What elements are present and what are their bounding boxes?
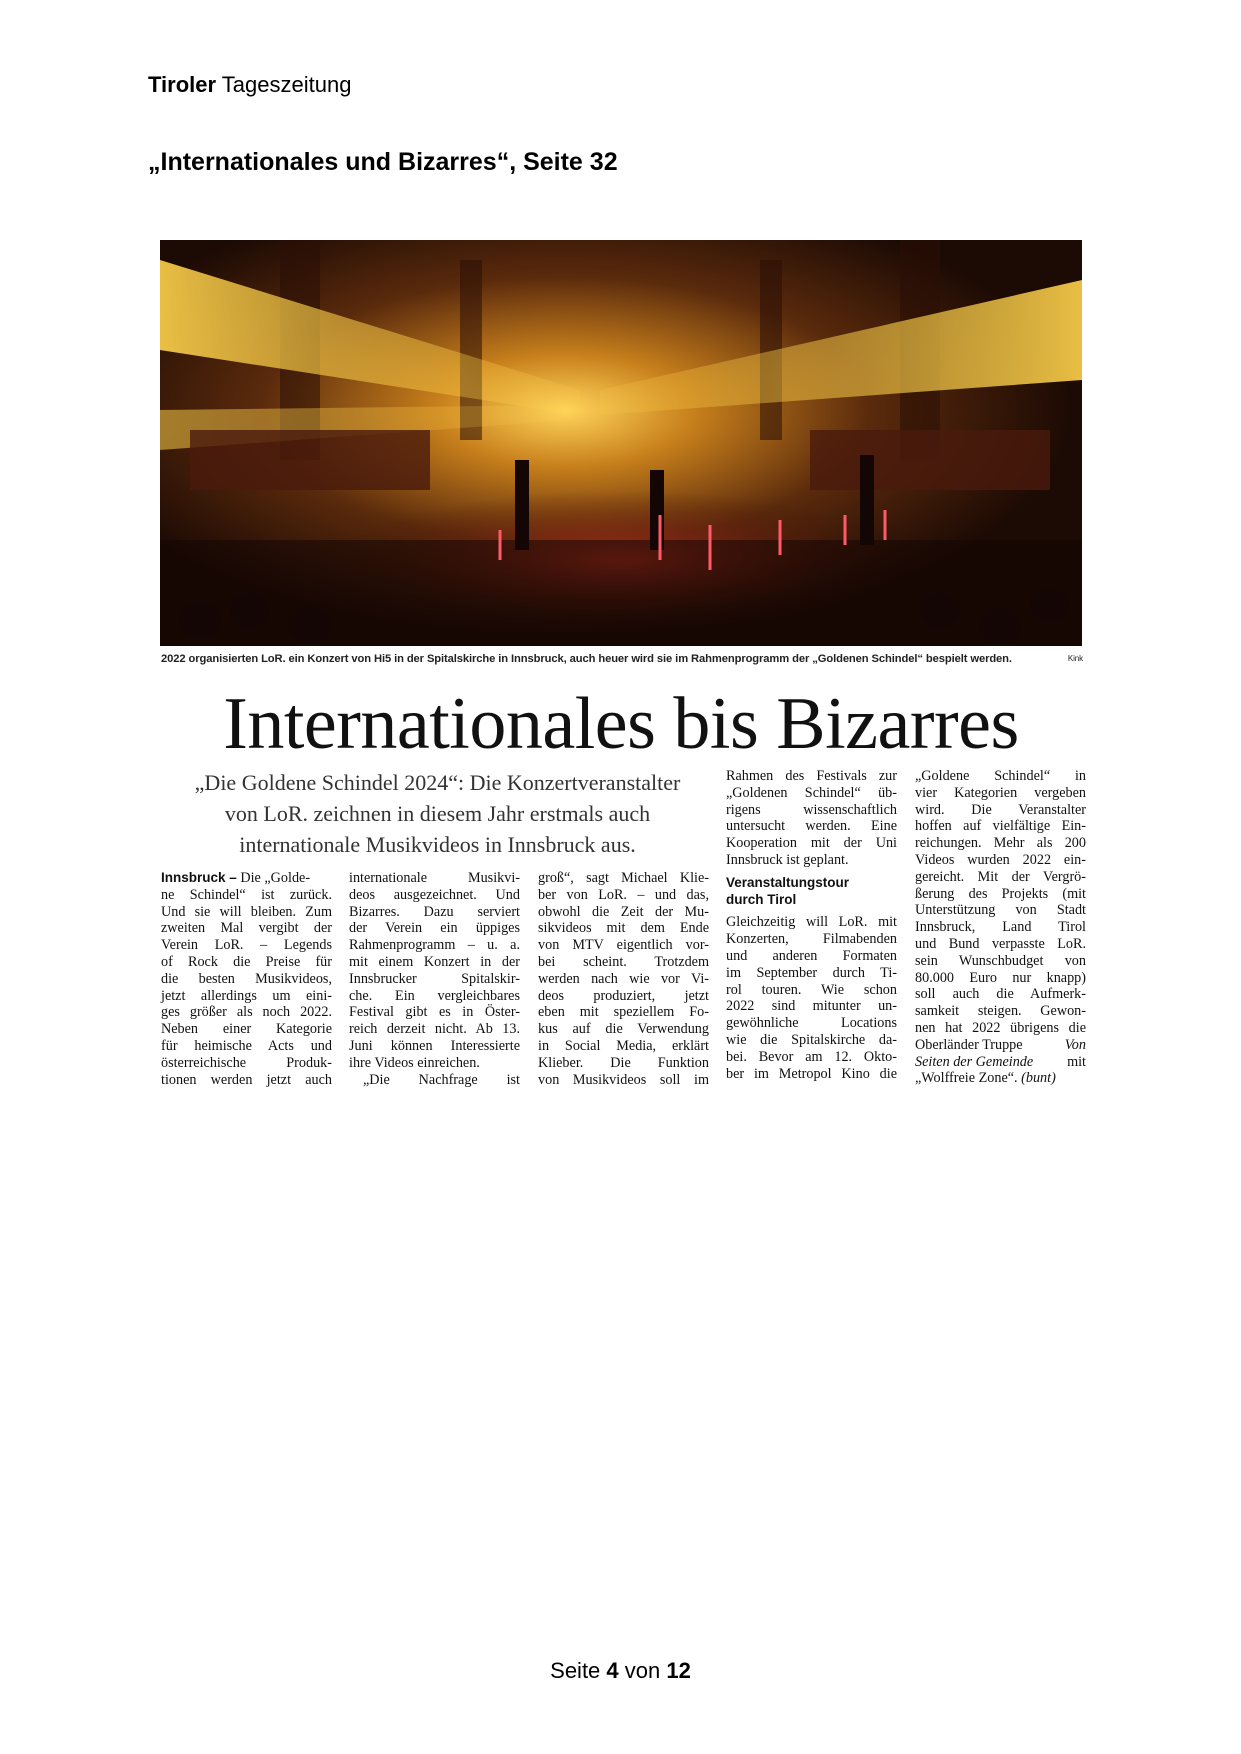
italic-text: Von <box>1064 1036 1086 1053</box>
column-line: internationale Musikvi- <box>349 870 520 886</box>
subheading: durch Tirol <box>726 891 797 907</box>
column-line: gewöhnliche Locations <box>726 1015 897 1032</box>
column-line: deos ausgezeichnet. Und <box>349 886 520 903</box>
column-line: wird. Die Veranstalter <box>915 801 1086 818</box>
column-line: Neben einer Kategorie <box>161 1021 332 1038</box>
column-line: kus auf die Verwendung <box>538 1021 709 1038</box>
lead-line: „Die Goldene Schindel 2024“: Die Konzertveranstalter <box>194 770 681 795</box>
lead-line: internationale Musikvideos in Innsbruck aus. <box>239 832 636 857</box>
column-line: werden nach wie vor Vi- <box>538 970 709 987</box>
column-line: Bizarres. Dazu serviert <box>349 903 520 920</box>
column-line: Innsbruck, Land Tirol <box>915 919 1086 936</box>
column-line: österreichische Produk- <box>161 1054 332 1071</box>
column-line: von MTV eigentlich vor- <box>538 937 709 954</box>
column-line: rol touren. Wie schon <box>726 981 897 998</box>
column-text: „Wolffreie Zone“. <box>915 1070 1022 1087</box>
column-line: gereicht. Mit der Vergrö- <box>915 868 1086 885</box>
lead-paragraph <box>160 767 715 860</box>
article-column-1 <box>161 870 332 1088</box>
column-line: ne Schindel“ ist zurück. <box>161 886 332 903</box>
column-line <box>915 1054 1086 1071</box>
column-line: ber im Metropol Kino die <box>726 1065 897 1082</box>
column-line: Festival gibt es in Öster- <box>349 1004 520 1021</box>
column-line: tionen werden jetzt auch <box>161 1071 332 1088</box>
article-column-3 <box>538 870 709 1088</box>
photo-credit: Kink <box>1067 654 1083 663</box>
column-text: mit <box>1067 1053 1086 1070</box>
headline: Internationales bis Bizarres <box>223 683 1019 765</box>
column-line: 2022 sind mitunter un- <box>726 998 897 1015</box>
column-line: che. Ein vergleichbares <box>349 987 520 1004</box>
column-line: bei. Bevor am 12. Okto- <box>726 1048 897 1065</box>
column-line: ber von LoR. – und das, <box>538 886 709 903</box>
column-line: zweiten Mal vergibt der <box>161 920 332 937</box>
column-line: sein Wunschbudget von <box>915 952 1086 969</box>
page-counter <box>0 1658 1241 1684</box>
column-line: Rahmen des Festivals zur <box>726 768 897 784</box>
column-line: im September durch Ti- <box>726 964 897 981</box>
column-line: obwohl die Zeit der Mu- <box>538 903 709 920</box>
column-line: hoffen auf vielfältige Ein- <box>915 818 1086 835</box>
current-page: 4 <box>606 1658 619 1683</box>
column-line: wie die Spitalskirche da- <box>726 1031 897 1048</box>
column-line: eben mit speziellem Fo- <box>538 1004 709 1021</box>
column-line: Videos wurden 2022 ein- <box>915 851 1086 868</box>
column-line: ihre Videos einreichen. <box>349 1054 480 1071</box>
column-line: und anderen Formaten <box>726 947 897 964</box>
photo-caption <box>161 653 1083 665</box>
page-counter-separator: von <box>618 1658 667 1683</box>
column-line: mit einem Konzert in der <box>349 953 520 970</box>
column-line: für heimische Acts und <box>161 1037 332 1054</box>
italic-text: Seiten der Gemeinde <box>915 1053 1034 1070</box>
column-line: soll auch die Aufmerk- <box>915 986 1086 1003</box>
column-line: ßerung des Projekts (mit <box>915 885 1086 902</box>
column-line: Konzerten, Filmabenden <box>726 931 897 948</box>
column-line: Rahmenprogramm – u. a. <box>349 937 520 954</box>
column-line: Juni können Interessierte <box>349 1037 520 1054</box>
column-line: „Goldene Schindel“ in <box>915 768 1086 784</box>
column-text: Oberländer Truppe <box>915 1036 1023 1053</box>
column-line: Innsbrucker Spitalskir- <box>349 970 520 987</box>
column-line: in Social Media, erklärt <box>538 1037 709 1054</box>
column-line: of Rock die Preise für <box>161 953 332 970</box>
publication-name <box>148 72 351 98</box>
column-line: „Die Nachfrage ist <box>363 1071 520 1088</box>
lead-line: von LoR. zeichnen in diesem Jahr erstmals auch <box>224 801 651 826</box>
column-line <box>915 1037 1086 1054</box>
column-line: sikvideos mit dem Ende <box>538 920 709 937</box>
column-line: reichungen. Mehr als 200 <box>915 835 1086 852</box>
column-line: Gleichzeitig will LoR. mit <box>726 914 897 931</box>
publication-name-rest: Tageszeitung <box>221 72 352 97</box>
column-line: Kooperation mit der Uni <box>726 835 897 852</box>
publication-name-bold: Tiroler <box>148 72 217 97</box>
concert-photo <box>160 240 1082 646</box>
column-line: deos produziert, jetzt <box>538 987 709 1004</box>
column-line: nen hat 2022 übrigens die <box>915 1019 1086 1036</box>
author-signature: (bunt) <box>1021 1070 1056 1087</box>
column-line: jetzt allerdings um eini- <box>161 987 332 1004</box>
column-line: Und sie will bleiben. Zum <box>161 903 332 920</box>
dateline: Innsbruck – <box>161 870 237 885</box>
column-line: und Bund verpasste LoR. <box>915 935 1086 952</box>
page-counter-label: Seite <box>550 1658 607 1683</box>
column-line <box>915 1070 1086 1087</box>
column-line: vier Kategorien vergeben <box>915 784 1086 801</box>
article-column-2 <box>349 870 520 1088</box>
newspaper-clipping <box>160 240 1086 1090</box>
column-line: die besten Musikvideos, <box>161 970 332 987</box>
column-line: Die „Golde- <box>236 870 311 886</box>
column-line: „Goldenen Schindel“ üb- <box>726 784 897 801</box>
column-line: Innsbruck ist geplant. <box>726 851 849 868</box>
column-line: der Verein ein üppiges <box>349 920 520 937</box>
article-column-4 <box>726 768 897 1082</box>
column-line: rigens wissenschaftlich <box>726 801 897 818</box>
column-line: Klieber. Die Funktion <box>538 1054 709 1071</box>
column-line: ges größer als noch 2022. <box>161 1004 332 1021</box>
column-line: von Musikvideos soll im <box>538 1071 709 1088</box>
column-line: Verein LoR. – Legends <box>161 937 332 954</box>
column-line: reich derzeit nicht. Ab 13. <box>349 1021 520 1038</box>
article-reference: „Internationales und Bizarres“, Seite 32 <box>148 148 618 176</box>
column-line: Unterstützung von Stadt <box>915 902 1086 919</box>
column-line: groß“, sagt Michael Klie- <box>538 870 709 886</box>
column-line: bei scheint. Trotzdem <box>538 953 709 970</box>
subheading: Veranstaltungstour <box>726 874 850 890</box>
column-line: 80.000 Euro nur knapp) <box>915 969 1086 986</box>
caption-text: 2022 organisierten LoR. ein Konzert von Hi5 in der Spitalskirche in Innsbruck, auch heuer wird sie im Rahmenprogramm der „Goldenen Schindel“ bespielt werden. <box>161 653 1012 665</box>
column-line: untersucht werden. Eine <box>726 818 897 835</box>
article-column-5 <box>915 768 1086 1087</box>
total-pages: 12 <box>666 1658 691 1683</box>
column-line: samkeit steigen. Gewon- <box>915 1003 1086 1020</box>
